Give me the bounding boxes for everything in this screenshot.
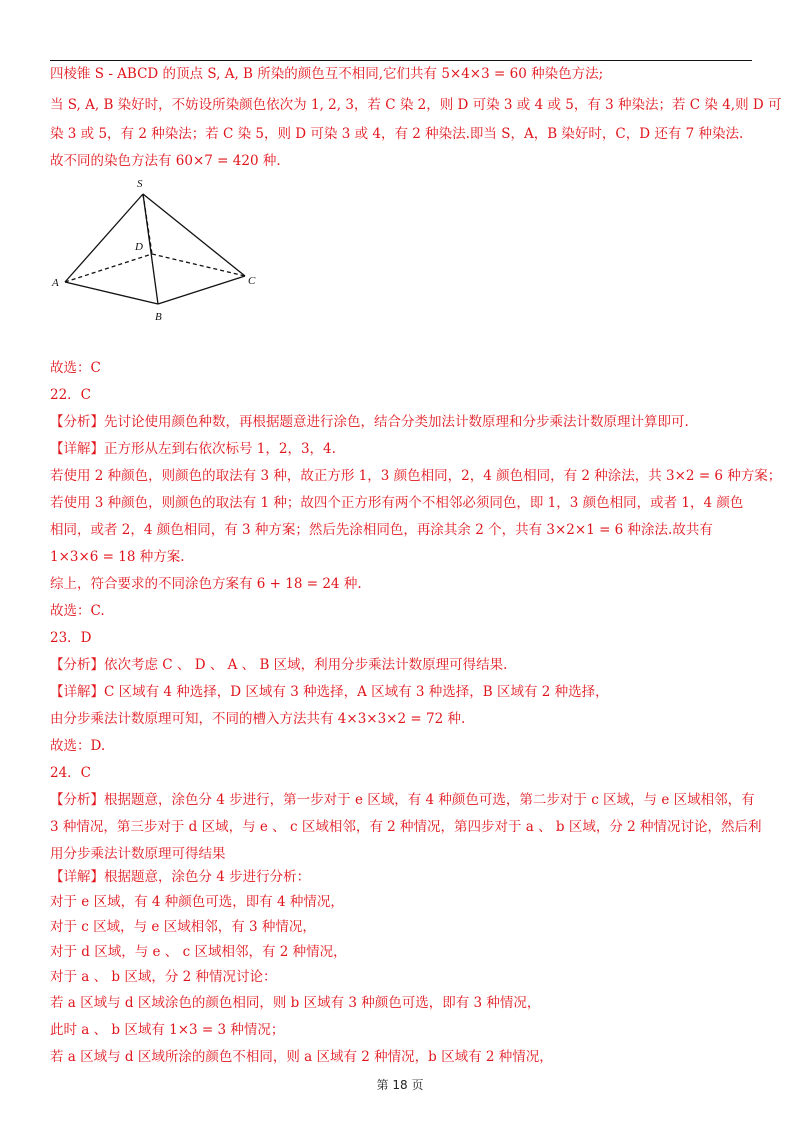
text-line: 若使用 2 种颜色，则颜色的取法有 3 种，故正方形 1，3 颜色相同，2，4 颜色相同，有 2 种涂法，共 3×2 = 6 种方案； [50, 468, 782, 484]
text-line: 【分析】依次考虑 C 、 D 、 A 、 B 区域，利用分步乘法计数原理可得结果. [50, 657, 508, 673]
vertex-label-a: A [52, 277, 59, 289]
text-line: 对于 e 区域，有 4 种颜色可选，即有 4 种情况， [50, 894, 344, 910]
text-line: 故选：C. [50, 603, 105, 619]
vertex-label-b: B [155, 311, 162, 323]
text-line: 染 3 或 5，有 2 种染法；若 C 染 5，则 D 可染 3 或 4，有 2 种染法.即当 S，A，B 染好时，C，D 还有 7 种染法. [50, 126, 744, 142]
text-line: 相同，或者 2，4 颜色相同，有 3 种方案；然后先涂相同色，再涂其余 2 个，共有 3×2×1 = 6 种涂法.故共有 [50, 522, 713, 538]
pyramid-figure [45, 172, 275, 327]
text-line: 【详解】根据题意，涂色分 4 步进行分析： [50, 869, 311, 885]
page-number: 第 18 页 [376, 1078, 424, 1092]
vertex-label-s: S [137, 178, 143, 190]
vertex-label-c: C [248, 275, 256, 287]
text-line: 综上，符合要求的不同涂色方案有 6 + 18 = 24 种. [50, 576, 362, 592]
text-line: 由分步乘法计数原理可知，不同的槽入方法共有 4×3×3×2 = 72 种. [50, 711, 466, 727]
text-line: 对于 a 、 b 区域，分 2 种情况讨论： [50, 969, 277, 985]
text-line: 此时 a 、 b 区域有 1×3 = 3 种情况； [50, 1022, 285, 1038]
text-line: 【详解】C 区域有 4 种选择，D 区域有 3 种选择，A 区域有 3 种选择，B 区域有 2 种选择， [50, 684, 609, 700]
text-line: 【分析】先讨论使用颜色种数，再根据题意进行涂色，结合分类加法计数原理和分步乘法计数原理计算即可. [50, 414, 689, 430]
text-line: 3 种情况，第三步对于 d 区域，与 e 、 c 区域相邻，有 2 种情况，第四步对于 a 、 b 区域，分 2 种情况讨论，然后利 [50, 819, 762, 835]
vertex-label-d: D [135, 241, 143, 253]
text-line: 若使用 3 种颜色，则颜色的取法有 1 种；故四个正方形有两个不相邻必须同色，即 1，3 颜色相同，或者 1，4 颜色 [50, 495, 744, 511]
question-number: 24．C [50, 765, 92, 781]
text-line: 用分步乘法计数原理可得结果 [50, 846, 226, 862]
question-number: 22．C [50, 387, 92, 403]
question-number: 23．D [50, 630, 92, 646]
text-line: 1×3×6 = 18 种方案. [50, 549, 185, 565]
header-rule [50, 60, 752, 61]
text-line: 若 a 区域与 d 区域所涂的颜色不相同，则 a 区域有 2 种情况，b 区域有 2 种情况， [50, 1049, 553, 1065]
text-line: 对于 c 区域，与 e 区域相邻，有 3 种情况， [50, 919, 316, 935]
text-line: 【详解】正方形从左到右依次标号 1，2，3，4. [50, 441, 336, 457]
text-line: 故不同的染色方法有 60×7 = 420 种. [50, 153, 281, 169]
text-line: 当 S, A, B 染好时，不妨设所染颜色依次为 1, 2, 3，若 C 染 2，则 D 可染 3 或 4 或 5，有 3 种染法；若 C 染 4,则 D 可 [50, 97, 782, 113]
text-line: 若 a 区域与 d 区域涂色的颜色相同，则 b 区域有 3 种颜色可选，即有 3 种情况， [50, 995, 541, 1011]
text-line: 故选：D. [50, 738, 106, 754]
text-line: 故选：C [50, 360, 101, 376]
text-line: 【分析】根据题意，涂色分 4 步进行，第一步对于 e 区域，有 4 种颜色可选，第二步对于 c 区域，与 e 区域相邻，有 [50, 792, 755, 808]
text-line: 四棱锥 S - ABCD 的顶点 S, A, B 所染的颜色互不相同,它们共有 5×4×3 = 60 种染色方法; [50, 66, 604, 82]
text-line: 对于 d 区域，与 e 、 c 区域相邻，有 2 种情况， [50, 944, 347, 960]
